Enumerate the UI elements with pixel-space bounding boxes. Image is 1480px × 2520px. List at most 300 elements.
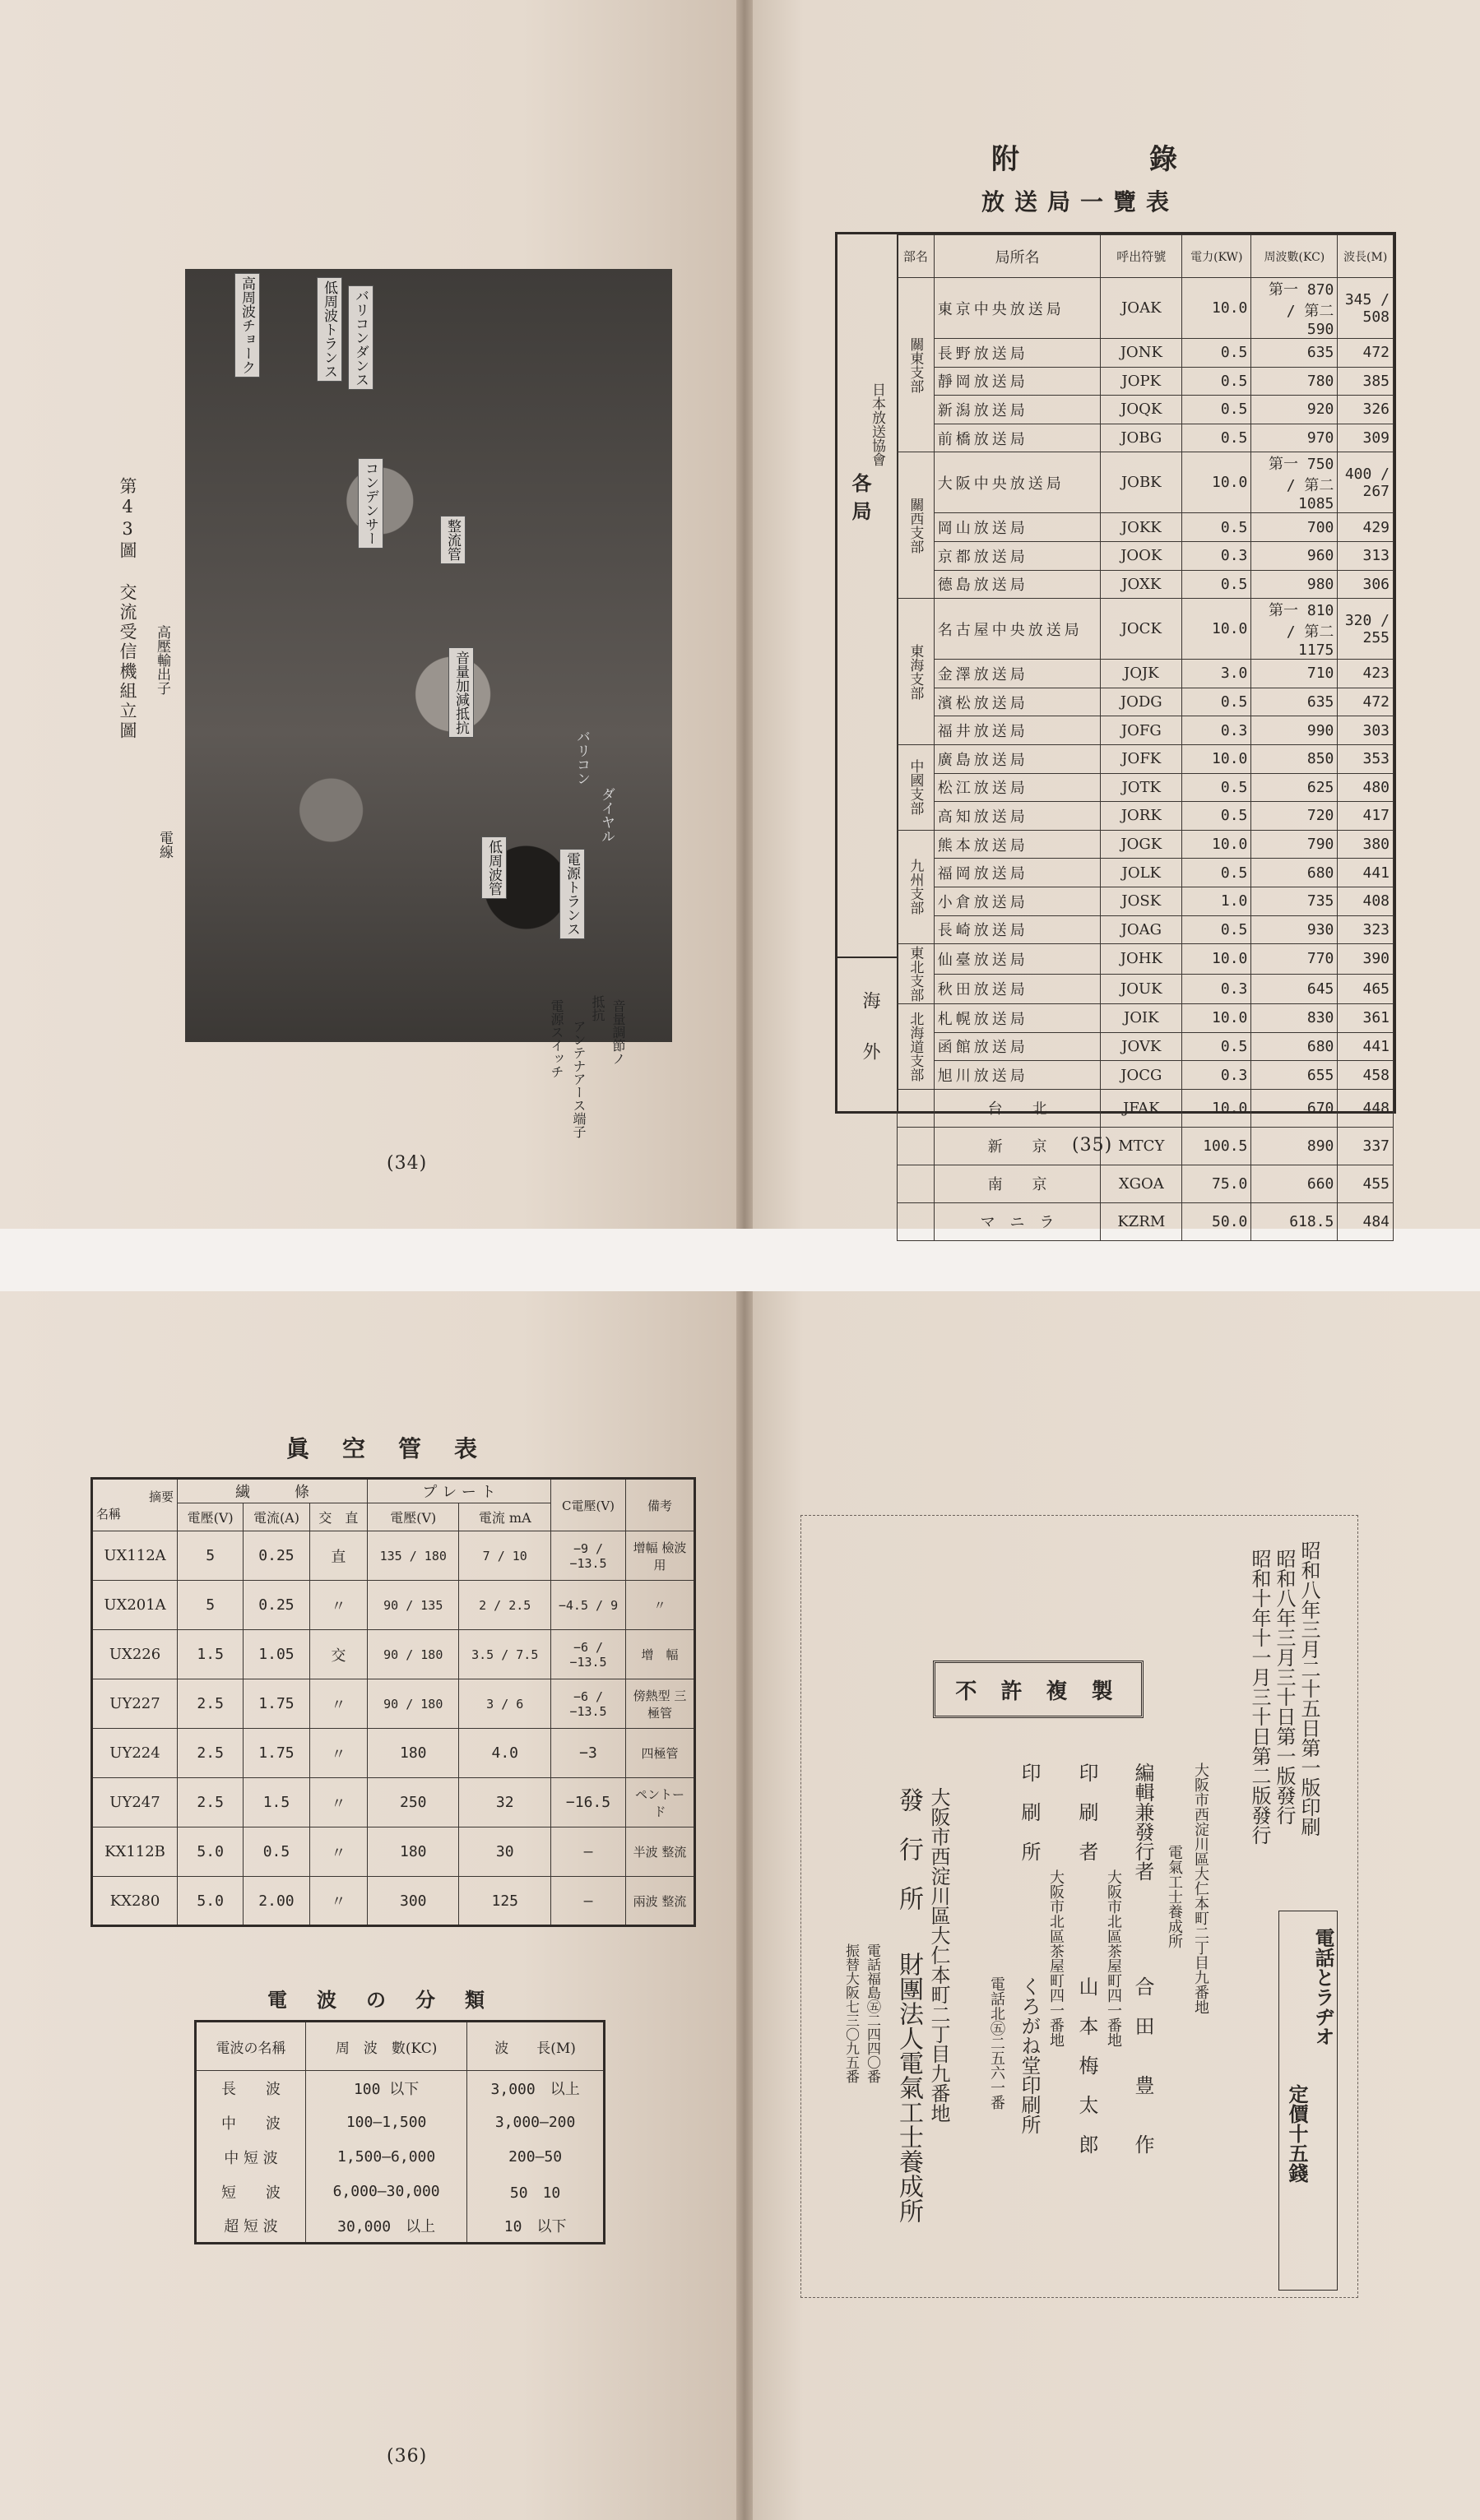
power: 10.0: [1182, 599, 1251, 660]
frequency: 680: [1251, 859, 1338, 887]
station-name: 新潟放送局: [934, 396, 1101, 424]
table-row: [898, 367, 1394, 396]
wave-freq: 100―1,500: [306, 2105, 467, 2140]
call-sign: JOAK: [1101, 278, 1182, 339]
table-row: [898, 744, 1394, 773]
photo-label: 低周波トランス: [317, 277, 342, 382]
frequency: 850: [1251, 744, 1338, 773]
ac-dc: 〃: [309, 1729, 367, 1778]
page-number: (35): [1072, 1135, 1113, 1156]
frequency: 680: [1251, 1032, 1338, 1061]
print-date-2: 昭和八年三月三十日第一版發行: [1273, 1549, 1296, 1825]
table-row: [898, 1089, 1394, 1127]
power: 0.3: [1182, 716, 1251, 745]
power: 50.0: [1182, 1202, 1251, 1240]
station-name: 仙臺放送局: [934, 944, 1101, 975]
table-row: [898, 513, 1394, 542]
call-sign: JOGK: [1101, 830, 1182, 859]
fil-amp: 0.5: [244, 1827, 309, 1877]
branch-name: 中國支部: [898, 744, 935, 830]
power: 1.0: [1182, 887, 1251, 915]
wavelength: 306: [1338, 570, 1394, 599]
power: 0.5: [1182, 396, 1251, 424]
photo-annotation: 電線: [156, 831, 173, 859]
table-row: [898, 802, 1394, 831]
call-sign: JOFG: [1101, 716, 1182, 745]
plate-volt: 90 / 180: [368, 1679, 459, 1729]
call-sign: JOAG: [1101, 915, 1182, 944]
tube-subhead: 電流 mA: [459, 1503, 551, 1531]
ac-dc: 〃: [309, 1679, 367, 1729]
tube-name: UY224: [92, 1729, 178, 1778]
call-sign: XGOA: [1101, 1165, 1182, 1202]
power: 0.5: [1182, 773, 1251, 802]
tube-head-tekiyo: 摘要: [148, 1489, 174, 1504]
table-row: [898, 570, 1394, 599]
photo-label: 音量加減抵抗: [448, 647, 474, 738]
photo-label: 高周波チョーク: [234, 273, 260, 378]
wave-length: 200―50: [467, 2140, 605, 2175]
wavelength: 353: [1338, 744, 1394, 773]
table-row: [898, 887, 1394, 915]
print-date-1: 昭和八年三月二十五日第一版印刷: [1297, 1540, 1320, 1837]
editor-name: 合 田 豊 作: [1131, 1976, 1154, 2154]
table-row: [898, 660, 1394, 688]
remarks: 〃: [626, 1581, 695, 1630]
tube-name: KX112B: [92, 1827, 178, 1877]
fil-amp: 0.25: [244, 1531, 309, 1581]
tube-name: UX226: [92, 1630, 178, 1679]
page-35: [745, 0, 1480, 1232]
wavelength: 441: [1338, 859, 1394, 887]
table-row: [898, 599, 1394, 660]
table-row: [92, 1531, 695, 1581]
tube-head-meisho: 名稱: [96, 1507, 122, 1522]
fil-volt: 2.5: [178, 1778, 244, 1827]
branch-name: 東北支部: [898, 944, 935, 1004]
photo-annotation: バリコン: [573, 730, 590, 785]
remarks: 半波 整流: [626, 1827, 695, 1877]
remarks: ペントード: [626, 1778, 695, 1827]
table-row: [898, 688, 1394, 716]
station-name: 長崎放送局: [934, 915, 1101, 944]
plate-volt: 300: [368, 1877, 459, 1926]
station-name: 金澤放送局: [934, 660, 1101, 688]
ac-dc: 〃: [309, 1581, 367, 1630]
wavelength: 448: [1338, 1089, 1394, 1127]
fil-amp: 1.05: [244, 1630, 309, 1679]
table-row: [196, 2071, 605, 2105]
wavelength: 361: [1338, 1004, 1394, 1033]
frequency: 830: [1251, 1004, 1338, 1033]
branch-name: 關東支部: [898, 278, 935, 452]
plate-ma: 7 / 10: [459, 1531, 551, 1581]
plate-ma: 3 / 6: [459, 1679, 551, 1729]
call-sign: JOJK: [1101, 660, 1182, 688]
bottom-spread: [0, 1291, 1480, 2520]
call-sign: JONK: [1101, 339, 1182, 368]
press-label: 印 刷 所: [1018, 1763, 1041, 1861]
power: 10.0: [1182, 1004, 1251, 1033]
col-header: 呼出符號: [1101, 235, 1182, 278]
publisher-address: 大阪市西淀川區大仁本町二丁目九番地: [927, 1787, 950, 2123]
wavelength: 458: [1338, 1061, 1394, 1090]
wavelength: 472: [1338, 688, 1394, 716]
ac-dc: 交: [309, 1630, 367, 1679]
col-header: 局所名: [934, 235, 1101, 278]
power: 10.0: [1182, 452, 1251, 513]
photo-annotation: 抵抗: [590, 995, 605, 1021]
power: 10.0: [1182, 830, 1251, 859]
station-name: 廣島放送局: [934, 744, 1101, 773]
station-name: 福岡放送局: [934, 859, 1101, 887]
col-header: 部名: [898, 235, 935, 278]
power: 75.0: [1182, 1165, 1251, 1202]
station-name: 靜岡放送局: [934, 367, 1101, 396]
ac-dc: 〃: [309, 1778, 367, 1827]
power: 0.5: [1182, 859, 1251, 887]
fil-volt: 2.5: [178, 1679, 244, 1729]
top-spread: [0, 0, 1480, 1232]
tube-head-grid: C電壓(V): [551, 1479, 626, 1531]
fil-volt: 2.5: [178, 1729, 244, 1778]
plate-ma: 32: [459, 1778, 551, 1827]
call-sign: JOUK: [1101, 974, 1182, 1004]
table-row: [898, 944, 1394, 975]
station-name: 熊本放送局: [934, 830, 1101, 859]
station-name: 高知放送局: [934, 802, 1101, 831]
power: 0.5: [1182, 915, 1251, 944]
fil-amp: 1.5: [244, 1778, 309, 1827]
call-sign: JOCK: [1101, 599, 1182, 660]
publisher-name: 財團法人電氣工士養成所: [894, 1952, 923, 2223]
wavelength: 400 / 267: [1338, 452, 1394, 513]
station-name: 秋田放送局: [934, 974, 1101, 1004]
frequency: 990: [1251, 716, 1338, 745]
book-title: 電話とラヂオ: [1311, 1928, 1335, 2046]
fil-volt: 5: [178, 1581, 244, 1630]
ac-dc: 直: [309, 1531, 367, 1581]
wavelength: 472: [1338, 339, 1394, 368]
spacer: [898, 1202, 935, 1240]
power: 0.3: [1182, 974, 1251, 1004]
wavelength: 326: [1338, 396, 1394, 424]
title-price-box: [1278, 1911, 1338, 2291]
tube-subhead: 電壓(V): [178, 1503, 244, 1531]
tube-head-plate: プ レ ー ト: [368, 1479, 551, 1503]
power: 3.0: [1182, 660, 1251, 688]
press-tel: 電話北㊄二五六一番: [988, 1976, 1005, 2110]
fil-volt: 5.0: [178, 1877, 244, 1926]
station-name: 松江放送局: [934, 773, 1101, 802]
printer-label: 印 刷 者: [1075, 1763, 1098, 1861]
call-sign: MTCY: [1101, 1127, 1182, 1165]
frequency: 770: [1251, 944, 1338, 975]
call-sign: JOTK: [1101, 773, 1182, 802]
station-table-title: 放送局一覽表: [981, 188, 1180, 215]
grid-volt: −3: [551, 1729, 626, 1778]
call-sign: JOCG: [1101, 1061, 1182, 1090]
table-row: [92, 1679, 695, 1729]
photo-label: コンデンサー: [358, 458, 383, 549]
table-row: [898, 1165, 1394, 1202]
tube-name: KX280: [92, 1877, 178, 1926]
station-name: 小倉放送局: [934, 887, 1101, 915]
editor-label: 編輯兼發行者: [1131, 1763, 1154, 1881]
plate-volt: 180: [368, 1827, 459, 1877]
fil-volt: 5.0: [178, 1827, 244, 1877]
spacer: [898, 1127, 935, 1165]
table-row: [898, 541, 1394, 570]
table-row: [92, 1827, 695, 1877]
plate-ma: 4.0: [459, 1729, 551, 1778]
power: 0.3: [1182, 1061, 1251, 1090]
plate-ma: 2 / 2.5: [459, 1581, 551, 1630]
fil-amp: 1.75: [244, 1729, 309, 1778]
wave-name: 中 波: [196, 2105, 306, 2140]
wave-table: [194, 2020, 605, 2244]
publisher-tel: 電話福島㊄二四四〇番: [864, 1943, 880, 2083]
call-sign: JOBK: [1101, 452, 1182, 513]
col-header: 波長(M): [1338, 235, 1394, 278]
photo-annotation: 電源スイッチ: [549, 999, 564, 1078]
wavelength: 303: [1338, 716, 1394, 745]
table-row: [898, 974, 1394, 1004]
wavelength: 417: [1338, 802, 1394, 831]
station-name: 函館放送局: [934, 1032, 1101, 1061]
power: 10.0: [1182, 744, 1251, 773]
photo-label: 電源トランス: [559, 849, 585, 939]
power: 0.5: [1182, 513, 1251, 542]
tube-name: UX201A: [92, 1581, 178, 1630]
spacer: [898, 1165, 935, 1202]
frequency: 920: [1251, 396, 1338, 424]
tube-table-title: 眞 空 管 表: [286, 1435, 483, 1462]
frequency: 780: [1251, 367, 1338, 396]
frequency: 970: [1251, 424, 1338, 452]
gutter: [736, 1291, 753, 2520]
power: 0.5: [1182, 1032, 1251, 1061]
appendix-heading: 附 錄: [991, 143, 1202, 176]
station-name: 札幌放送局: [934, 1004, 1101, 1033]
fil-amp: 0.25: [244, 1581, 309, 1630]
tube-table: [90, 1477, 696, 1927]
frequency: 625: [1251, 773, 1338, 802]
page-34: [0, 0, 745, 1229]
power: 100.5: [1182, 1127, 1251, 1165]
col-header: 電力(KW): [1182, 235, 1251, 278]
power: 0.3: [1182, 541, 1251, 570]
frequency: 960: [1251, 541, 1338, 570]
table-row: [92, 1778, 695, 1827]
wave-name: 短 波: [196, 2175, 306, 2209]
call-sign: KZRM: [1101, 1202, 1182, 1240]
frequency: 635: [1251, 688, 1338, 716]
call-sign: JOBG: [1101, 424, 1182, 452]
station-name: マ ニ ラ: [934, 1202, 1101, 1240]
grid-volt: −16.5: [551, 1778, 626, 1827]
station-grid: [897, 234, 1394, 1241]
editor-org: 電氣工士養成所: [1166, 1845, 1183, 1948]
table-row: [196, 2105, 605, 2140]
station-name: 南 京: [934, 1165, 1101, 1202]
call-sign: JOXK: [1101, 570, 1182, 599]
wavelength: 408: [1338, 887, 1394, 915]
tube-head-filament: 繊 條: [178, 1479, 368, 1503]
page-number: (36): [387, 2446, 428, 2467]
remarks: 兩波 整流: [626, 1877, 695, 1926]
page-number: (34): [387, 1153, 428, 1174]
wave-name: 超 短 波: [196, 2209, 306, 2244]
station-name: 新 京: [934, 1127, 1101, 1165]
photo-annotation: ダイヤル: [598, 787, 615, 843]
receiver-photo: [185, 269, 672, 1042]
grid-volt: −9 / −13.5: [551, 1531, 626, 1581]
colophon-frame: [800, 1515, 1358, 2298]
station-name: 濱松放送局: [934, 688, 1101, 716]
power: 0.5: [1182, 570, 1251, 599]
call-sign: JOFK: [1101, 744, 1182, 773]
wave-freq: 30,000 以上: [306, 2209, 467, 2244]
branch-name: 東海支部: [898, 599, 935, 745]
power: 10.0: [1182, 944, 1251, 975]
gutter: [736, 0, 753, 1229]
tube-name: UY247: [92, 1778, 178, 1827]
call-sign: JODG: [1101, 688, 1182, 716]
plate-volt: 180: [368, 1729, 459, 1778]
photo-label: バリコンダンス: [348, 285, 373, 390]
tube-subhead: 電流(A): [244, 1503, 309, 1531]
power: 0.5: [1182, 367, 1251, 396]
plate-ma: 30: [459, 1827, 551, 1877]
plate-volt: 90 / 180: [368, 1630, 459, 1679]
plate-volt: 90 / 135: [368, 1581, 459, 1630]
table-row: [898, 424, 1394, 452]
station-name: 德島放送局: [934, 570, 1101, 599]
call-sign: JOIK: [1101, 1004, 1182, 1033]
grid-volt: —: [551, 1827, 626, 1877]
table-row: [92, 1581, 695, 1630]
page-36: [0, 1291, 745, 2520]
wavelength: 480: [1338, 773, 1394, 802]
call-sign: JOPK: [1101, 367, 1182, 396]
wave-freq: 6,000―30,000: [306, 2175, 467, 2209]
table-row: [898, 773, 1394, 802]
table-row: [898, 396, 1394, 424]
table-row: [898, 716, 1394, 745]
table-row: [92, 1729, 695, 1778]
wavelength: 465: [1338, 974, 1394, 1004]
grid-volt: —: [551, 1877, 626, 1926]
publisher-transfer: 振替大阪七三〇九五番: [842, 1943, 859, 2083]
spacer: [898, 1089, 935, 1127]
tube-name: UY227: [92, 1679, 178, 1729]
photo-label: 整流管: [440, 516, 466, 564]
table-row: [898, 859, 1394, 887]
frequency: 第一 750 / 第二 1085: [1251, 452, 1338, 513]
frequency: 618.5: [1251, 1202, 1338, 1240]
wave-length: 50 10: [467, 2175, 605, 2209]
fil-volt: 5: [178, 1531, 244, 1581]
wavelength: 429: [1338, 513, 1394, 542]
remarks: 四極管: [626, 1729, 695, 1778]
call-sign: JOLK: [1101, 859, 1182, 887]
station-name: 岡山放送局: [934, 513, 1101, 542]
call-sign: JFAK: [1101, 1089, 1182, 1127]
station-name: 福井放送局: [934, 716, 1101, 745]
station-name: 台 北: [934, 1089, 1101, 1127]
power: 0.5: [1182, 688, 1251, 716]
frequency: 655: [1251, 1061, 1338, 1090]
call-sign: JOKK: [1101, 513, 1182, 542]
frequency: 890: [1251, 1127, 1338, 1165]
price: 定價十五錢: [1285, 2084, 1309, 2183]
tube-subhead: 交 直: [309, 1503, 367, 1531]
station-name: 旭川放送局: [934, 1061, 1101, 1090]
editor-address: 大阪市西淀川區大仁本町二丁目九番地: [1192, 1763, 1209, 2014]
station-name: 名古屋中央放送局: [934, 599, 1101, 660]
table-row: [898, 915, 1394, 944]
overseas-label: 海外: [860, 991, 880, 1093]
wavelength: 484: [1338, 1202, 1394, 1240]
table-row: [898, 339, 1394, 368]
frequency: 700: [1251, 513, 1338, 542]
station-table: [835, 232, 1396, 1232]
table-row: [92, 1877, 695, 1926]
frequency: 720: [1251, 802, 1338, 831]
photo-label: 低周波管: [481, 836, 507, 899]
frequency: 645: [1251, 974, 1338, 1004]
branch-name: 九州支部: [898, 830, 935, 943]
table-row: [898, 1127, 1394, 1165]
wavelength: 441: [1338, 1032, 1394, 1061]
fil-volt: 1.5: [178, 1630, 244, 1679]
power: 0.5: [1182, 424, 1251, 452]
station-name: 長野放送局: [934, 339, 1101, 368]
grid-volt: −4.5 / 9: [551, 1581, 626, 1630]
wave-length: 10 以下: [467, 2209, 605, 2244]
frequency: 635: [1251, 339, 1338, 368]
table-row: [898, 1202, 1394, 1240]
wavelength: 455: [1338, 1165, 1394, 1202]
call-sign: JORK: [1101, 802, 1182, 831]
ac-dc: 〃: [309, 1877, 367, 1926]
org-label: 日本放送協會: [869, 382, 885, 466]
power: 0.5: [1182, 339, 1251, 368]
notice-text: 不 許 複 製: [955, 1679, 1121, 1704]
call-sign: JOHK: [1101, 944, 1182, 975]
wavelength: 390: [1338, 944, 1394, 975]
branch-name: 北海道支部: [898, 1004, 935, 1090]
wave-length: 3,000 以上: [467, 2071, 605, 2105]
print-date-3: 昭和十年十一月三十日第二版發行: [1248, 1549, 1271, 1845]
wave-name: 中 短 波: [196, 2140, 306, 2175]
grid-volt: −6 / −13.5: [551, 1630, 626, 1679]
wavelength: 313: [1338, 541, 1394, 570]
table-row: [196, 2209, 605, 2244]
call-sign: JOSK: [1101, 887, 1182, 915]
table-row: [898, 452, 1394, 513]
photo-annotation: 高壓輸出子: [154, 625, 170, 695]
colophon-page: [745, 1291, 1480, 2520]
power: 10.0: [1182, 1089, 1251, 1127]
call-sign: JOQK: [1101, 396, 1182, 424]
wavelength: 323: [1338, 915, 1394, 944]
tube-head-biko: 備考: [626, 1479, 695, 1531]
wavelength: 309: [1338, 424, 1394, 452]
plate-volt: 135 / 180: [368, 1531, 459, 1581]
station-name: 京都放送局: [934, 541, 1101, 570]
